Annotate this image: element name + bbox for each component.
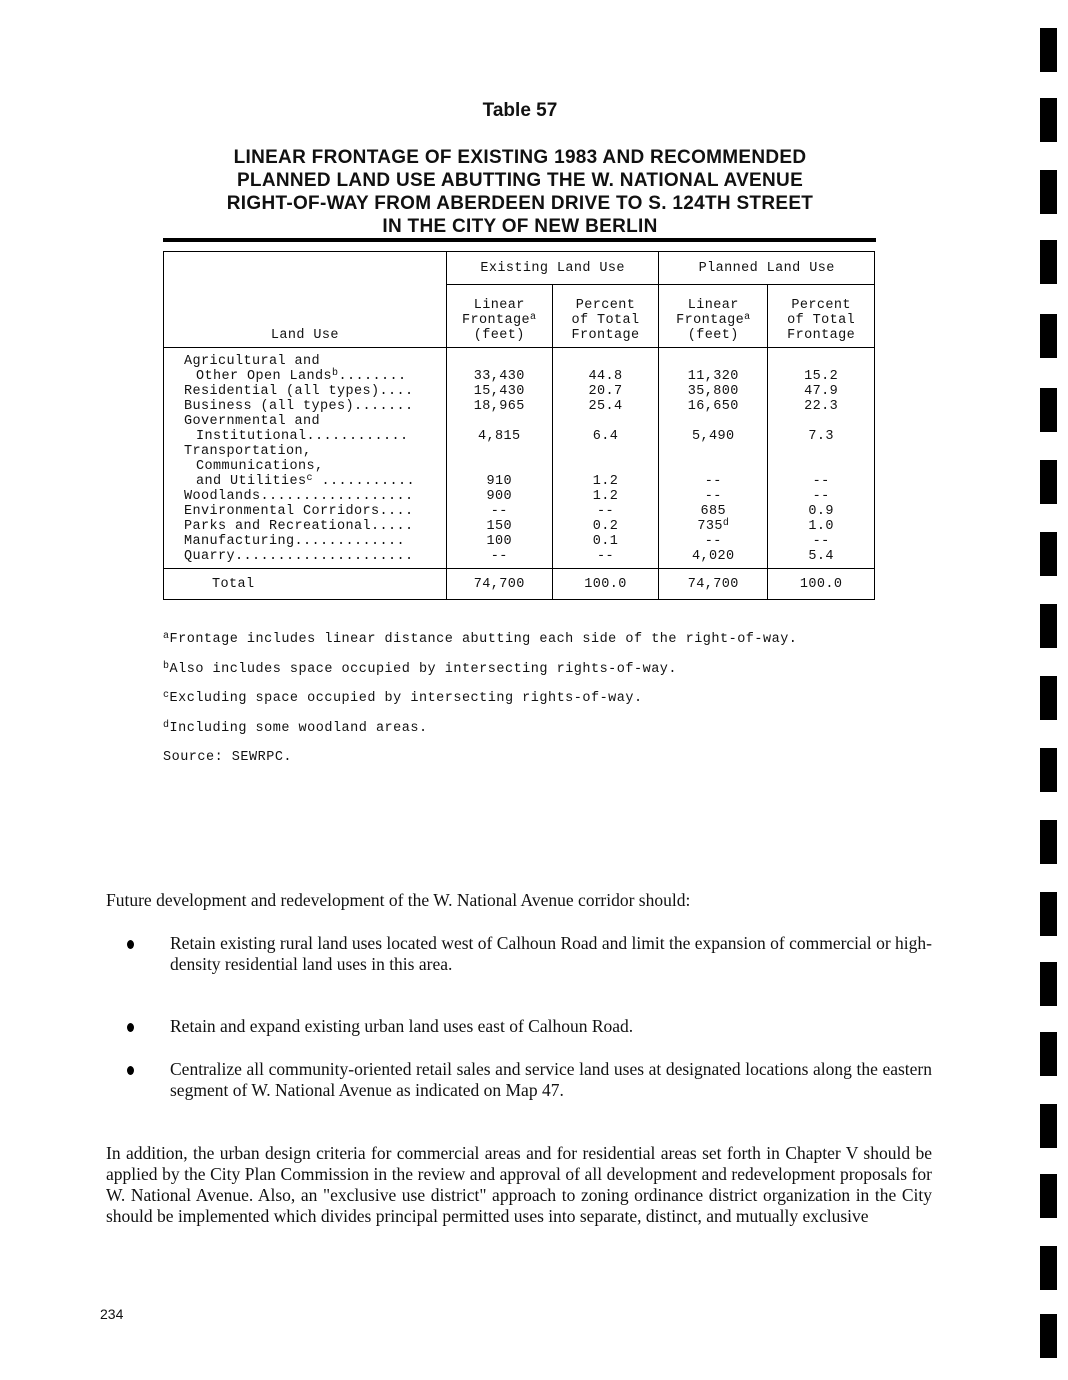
existing-frontage-value: --	[490, 504, 508, 519]
binding-mark	[1040, 820, 1057, 864]
existing-percent-value: 0.1	[592, 534, 619, 549]
land-use-label: Woodlands..................	[184, 489, 414, 504]
planned-percent-value: 0.9	[808, 504, 834, 519]
binding-marks	[1040, 0, 1060, 1380]
binding-mark	[1040, 1314, 1057, 1358]
existing-percent-value	[553, 354, 659, 369]
binding-mark	[1040, 962, 1057, 1006]
binding-mark	[1040, 28, 1057, 72]
planned-percent-value: 7.3	[808, 429, 834, 444]
land-use-column	[164, 348, 447, 569]
land-use-label: Other Open Lands$^b$........	[196, 368, 407, 384]
table-footnotes	[163, 630, 797, 778]
total-planned-frontage: 74,700	[659, 569, 768, 600]
existing-percent-value	[553, 444, 659, 459]
planned-percent-value: 1.0	[808, 519, 834, 534]
land-use-label: Manufacturing.............	[184, 534, 406, 549]
existing-percent-value: 44.8	[588, 369, 623, 384]
land-use-label: and Utilities$^c$ ...........	[196, 473, 415, 489]
planned-frontage-value	[659, 354, 767, 369]
page-number: 234	[100, 1306, 124, 1322]
planned-percent-value: --	[812, 474, 830, 489]
land-use-label: Institutional............	[196, 429, 409, 444]
planned-frontage-value: 735$^d$	[697, 518, 730, 534]
binding-mark	[1040, 388, 1057, 432]
existing-percent-value: 20.7	[588, 384, 623, 399]
existing-percent-value: 25.4	[588, 399, 623, 414]
binding-mark	[1040, 1104, 1057, 1148]
planned-frontage-value: 11,320	[687, 369, 739, 384]
planned-frontage-value	[659, 459, 767, 474]
planned-percent-value: --	[812, 489, 830, 504]
table-number: Table 57	[482, 100, 558, 121]
land-use-label: Communications,	[196, 459, 324, 474]
land-use-label: Business (all types).......	[184, 399, 414, 414]
planned-percent-column	[768, 348, 875, 569]
binding-mark	[1040, 532, 1057, 576]
planned-frontage-column	[659, 348, 768, 569]
existing-percent-value: 6.4	[592, 429, 619, 444]
header-planned-percent: Percent of Total Frontage	[768, 285, 875, 348]
bullet-item: Retain and expand existing urban land uses east of Calhoun Road.	[106, 1016, 932, 1037]
binding-mark	[1040, 1174, 1057, 1218]
binding-mark	[1040, 170, 1057, 214]
planned-percent-value	[768, 459, 874, 474]
planned-frontage-value: 4,020	[692, 549, 735, 564]
planned-percent-value: 5.4	[808, 549, 834, 564]
existing-percent-value: 0.2	[592, 519, 619, 534]
existing-frontage-value	[447, 414, 552, 429]
existing-frontage-value: 4,815	[477, 429, 521, 444]
existing-percent-value: --	[597, 549, 615, 564]
planned-frontage-value: --	[704, 534, 722, 549]
bullet-item: Retain existing rural land uses located west of Calhoun Road and limit the expansion of commercial or high-density residential land uses in this area.	[106, 933, 932, 975]
bullet-dot-icon	[127, 1066, 134, 1075]
binding-mark	[1040, 1032, 1057, 1076]
existing-frontage-value: 33,430	[473, 369, 525, 384]
planned-frontage-value: 16,650	[687, 399, 739, 414]
binding-mark	[1040, 240, 1057, 284]
existing-frontage-value: 150	[486, 519, 512, 534]
planned-frontage-value: --	[704, 474, 722, 489]
total-label: Total	[164, 569, 447, 600]
planned-frontage-value: 35,800	[687, 384, 739, 399]
land-use-label: Governmental and	[184, 414, 321, 429]
existing-frontage-value: 100	[486, 534, 512, 549]
planned-percent-value: --	[812, 534, 830, 549]
planned-percent-value: 15.2	[804, 369, 839, 384]
land-use-table	[163, 251, 875, 600]
existing-frontage-value	[447, 444, 552, 459]
binding-mark	[1040, 604, 1057, 648]
binding-mark	[1040, 460, 1057, 504]
table-source: Source: SEWRPC.	[163, 750, 293, 765]
planned-frontage-value	[659, 444, 767, 459]
table-title-line: PLANNED LAND USE ABUTTING THE W. NATIONAL AVENUE	[236, 170, 804, 191]
existing-frontage-value: 18,965	[473, 399, 525, 414]
existing-frontage-value	[447, 459, 552, 474]
land-use-label: Agricultural and	[184, 354, 321, 369]
footnote: $^a$Frontage includes linear distance abutting each side of the right-of-way.	[163, 631, 798, 647]
existing-percent-column	[552, 348, 659, 569]
land-use-label: Transportation,	[184, 444, 312, 459]
existing-percent-value	[553, 459, 659, 474]
land-use-label: Quarry.....................	[184, 549, 414, 564]
planned-percent-value	[768, 354, 874, 369]
existing-frontage-value: 910	[486, 474, 512, 489]
bullet-dot-icon	[127, 1023, 134, 1032]
planned-percent-value	[768, 444, 874, 459]
existing-frontage-value: 15,430	[473, 384, 525, 399]
planned-frontage-value: --	[704, 489, 722, 504]
planned-frontage-value	[659, 414, 767, 429]
existing-frontage-column	[446, 348, 552, 569]
table-title-line: IN THE CITY OF NEW BERLIN	[382, 216, 658, 237]
land-use-label: Environmental Corridors....	[184, 504, 414, 519]
table-top-rule	[163, 238, 876, 242]
land-use-label: Parks and Recreational.....	[184, 519, 414, 534]
land-use-label: Residential (all types)....	[184, 384, 414, 399]
header-existing-land-use: Existing Land Use	[446, 252, 659, 285]
footnote: $^b$Also includes space occupied by intersecting rights-of-way.	[163, 660, 677, 677]
binding-mark	[1040, 676, 1057, 720]
header-land-use: Land Use	[164, 252, 447, 348]
existing-frontage-value: --	[490, 549, 508, 564]
planned-frontage-value: 685	[700, 504, 727, 519]
bullet-dot-icon	[127, 940, 134, 949]
binding-mark	[1040, 98, 1057, 142]
footnote: $^c$Excluding space occupied by intersecting rights-of-way.	[163, 690, 643, 706]
table-title-line: LINEAR FRONTAGE OF EXISTING 1983 AND RECOMMENDED	[233, 147, 807, 168]
existing-frontage-value: 900	[486, 489, 512, 504]
binding-mark	[1040, 892, 1057, 936]
table-title	[120, 146, 920, 238]
total-existing-frontage: 74,700	[446, 569, 552, 600]
body-closing-paragraph: In addition, the urban design criteria for commercial areas and for residential areas set forth in Chapter V should be applied by the City Plan Commission in the review and approval of all development and redevelopment proposals for W. National Avenue. Also, an "exclusive use district" approach to zoning ordinance district organization in the City should be implemented which divides principal permitted uses into separate, distinct, and mutually exclusive	[106, 1143, 932, 1226]
planned-percent-value: 47.9	[804, 384, 839, 399]
table-title-line: RIGHT-OF-WAY FROM ABERDEEN DRIVE TO S. 124TH STREET	[226, 193, 814, 214]
existing-percent-value: 1.2	[592, 489, 619, 504]
total-row	[164, 569, 875, 600]
binding-mark	[1040, 314, 1057, 358]
planned-percent-value: 22.3	[804, 399, 839, 414]
total-existing-percent: 100.0	[552, 569, 659, 600]
existing-percent-value: 1.2	[592, 474, 619, 489]
body-intro: Future development and redevelopment of the W. National Avenue corridor should:	[106, 890, 691, 910]
total-planned-percent: 100.0	[768, 569, 875, 600]
binding-mark	[1040, 1246, 1057, 1290]
existing-frontage-value	[447, 354, 552, 369]
planned-percent-value	[768, 414, 874, 429]
header-existing-linear-frontage: Linear Frontage$^a$ (feet)	[446, 285, 552, 348]
planned-frontage-value: 5,490	[692, 429, 735, 444]
existing-percent-value	[553, 414, 659, 429]
bullet-item: Centralize all community-oriented retail sales and service land uses at designated locations along the eastern segment of W. National Avenue as indicated on Map 47.	[106, 1059, 932, 1101]
header-planned-land-use: Planned Land Use	[659, 252, 875, 285]
header-planned-linear-frontage: Linear Frontage$^a$ (feet)	[659, 285, 768, 348]
footnote: $^d$Including some woodland areas.	[163, 719, 428, 736]
existing-percent-value: --	[597, 504, 615, 519]
header-existing-percent: Percent of Total Frontage	[552, 285, 659, 348]
binding-mark	[1040, 748, 1057, 792]
